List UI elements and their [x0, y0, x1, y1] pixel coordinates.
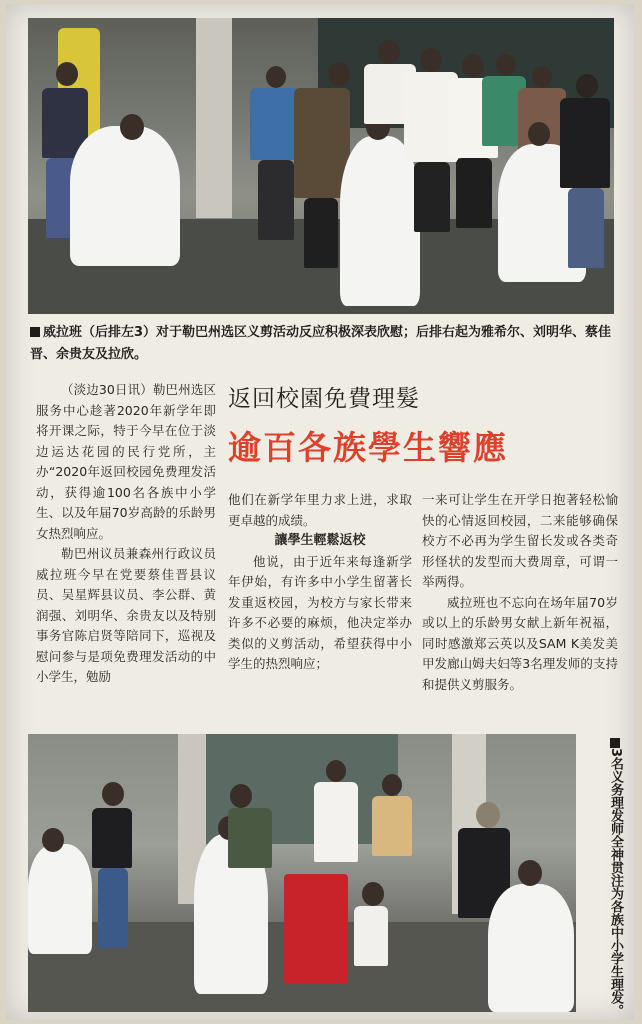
- article-paragraph: 他们在新学年里力求上进，求取更卓越的成绩。: [228, 492, 412, 528]
- person-head: [56, 62, 78, 86]
- headline-sub: 返回校園免費理髮: [228, 386, 420, 412]
- article-column-2: [228, 490, 412, 675]
- person-shirt: [314, 782, 358, 862]
- person-head: [382, 774, 402, 796]
- article-paragraph: 威拉班也不忘向在场年届70岁或以上的乐龄男女献上新年祝福，同时感激郑云英以及SAM K美发美甲发廊山姆夫妇等3名理发师的支持和提供义剪服务。: [422, 594, 618, 692]
- photo-barbers-cutting-hair: [28, 734, 576, 1012]
- child-head: [362, 882, 384, 906]
- person-trousers: [414, 162, 450, 232]
- article-column-1: [36, 380, 216, 688]
- person-head: [230, 784, 252, 808]
- caption-bullet: [30, 327, 40, 337]
- barber-jeans: [568, 188, 604, 268]
- person-head: [496, 54, 516, 76]
- newspaper-page: [6, 4, 634, 1020]
- caption-text: 威拉班（后排左3）对于勒巴州选区义剪活动反应积极深表欣慰；后排右起为雅希尔、刘明华、蔡佳晋、余贵友及拉欣。: [30, 325, 612, 362]
- person-head: [42, 828, 64, 852]
- person-trousers: [456, 158, 492, 228]
- person-trousers: [304, 198, 338, 268]
- photo-caption-bottom: [580, 738, 624, 1018]
- article-subhead: 讓學生輕鬆返校: [274, 533, 366, 548]
- person-shirt: [250, 88, 300, 160]
- haircut-cape: [28, 844, 92, 954]
- barber-head-cap: [476, 802, 500, 828]
- person-head: [518, 860, 542, 886]
- haircut-cape: [70, 126, 180, 266]
- caption-text: 3名义务理发师全神贯注为各族中小学生理发。: [608, 748, 623, 1018]
- article-column-3: [422, 490, 618, 695]
- article-paragraph: 他说，由于近年来每逢新学年伊始，有许多中小学生留著长发重返校园，为校方与家长带来许多不必要的麻烦，他决定举办类似的义剪活动，希望获得中小学生的热烈响应；: [228, 553, 412, 671]
- barber-shirt: [560, 98, 610, 188]
- child-shirt: [354, 906, 388, 966]
- red-plastic-chair: [284, 874, 348, 984]
- barber-shirt: [228, 808, 272, 868]
- person-head: [528, 122, 550, 146]
- person-head: [102, 782, 124, 806]
- person-trousers: [258, 160, 294, 240]
- article-paragraph: 勒巴州议员兼森州行政议员威拉班今早在党要蔡佳晋县议员、吴星辉县议员、李公群、黄润强、刘明华、余贵友以及特别事务官陈启贤等陪同下，巡视及慰问参与是项免费理发活动的中小学生，勉励: [36, 546, 216, 684]
- person-head: [120, 114, 144, 140]
- headline-main: 逾百各族學生響應: [228, 428, 508, 467]
- person-head: [532, 66, 552, 88]
- person-head: [328, 62, 350, 86]
- photo-officials-haircut-event: [28, 18, 614, 314]
- person-head: [576, 74, 598, 98]
- barber-jeans: [98, 868, 128, 948]
- caption-bullet: [610, 738, 620, 748]
- person-head: [420, 48, 442, 72]
- person-shirt: [372, 796, 412, 856]
- person-head: [378, 40, 400, 64]
- person-head: [266, 66, 286, 88]
- person-head: [462, 54, 484, 78]
- haircut-cape: [488, 884, 574, 1012]
- person-head: [326, 760, 346, 782]
- article-paragraph: 一来可让学生在开学日抱著轻松愉快的心情返回校园，二来能够确保校方不必再为学生留长发或各类奇形怪状的发型而大费周章，可谓一举两得。: [422, 492, 618, 589]
- photo-caption-top: [30, 322, 622, 366]
- barber-shirt: [92, 808, 132, 868]
- article-paragraph: （淡边30日讯）勒巴州选区服务中心趁著2020年新学年即将开课之际，特于今早在位于淡边运达花园的民行党所，主办“2020年返回校园免费理发活动，获得逾100名各族中小学生、以及年届70岁高龄的乐龄男女热烈响应。: [36, 382, 216, 541]
- pillar: [196, 18, 232, 218]
